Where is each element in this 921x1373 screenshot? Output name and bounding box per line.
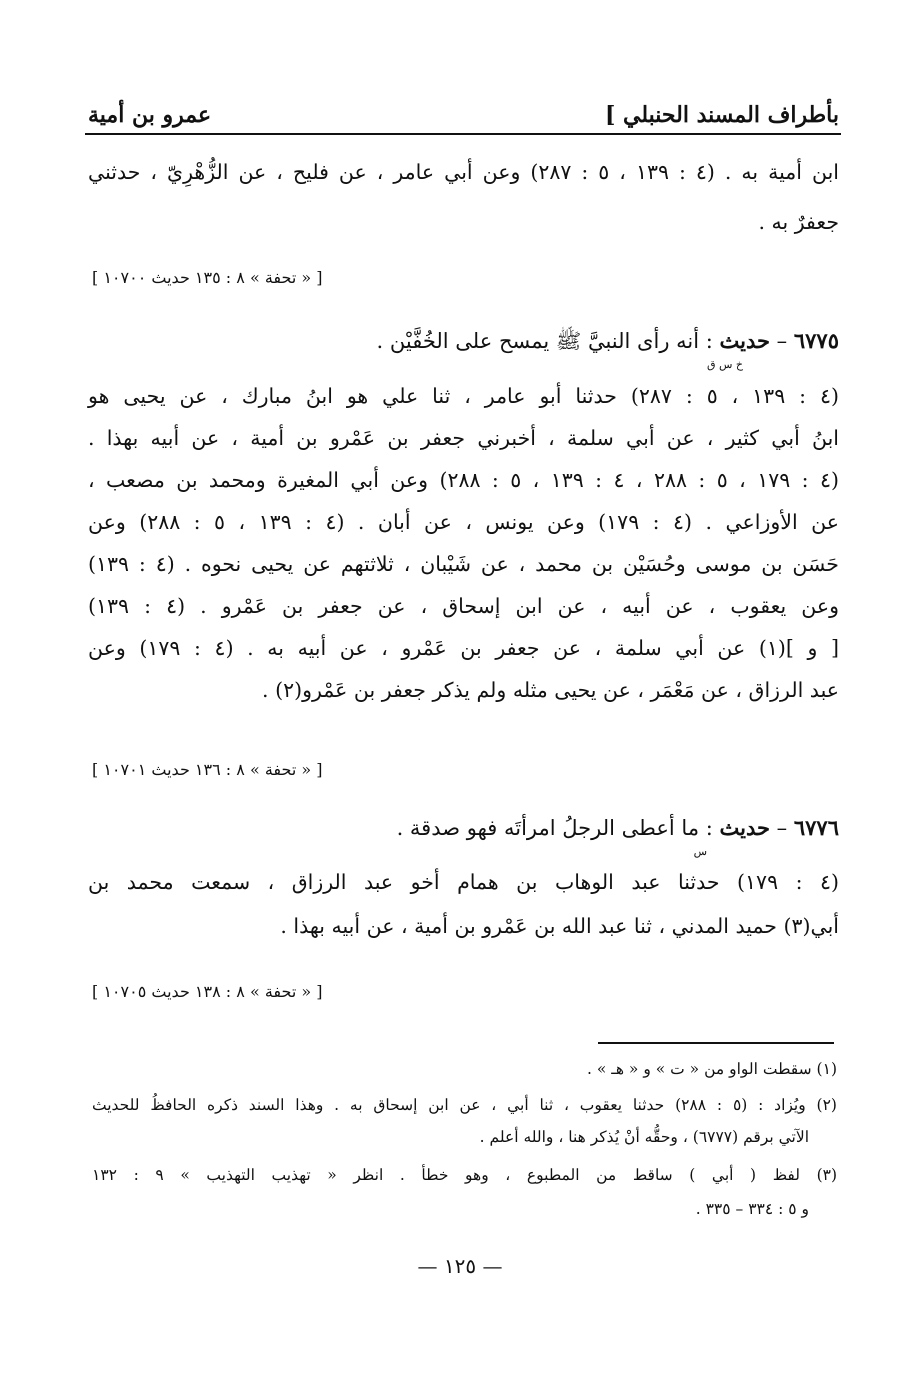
footnote: (٢) ويُزاد : (٥ : ٢٨٨) حدثنا يعقوب ، ثنا أبي ، عن ابن إسحاق به . وهذا السند ذكره الحافظُ للحديث bbox=[92, 1096, 837, 1114]
footnote: (٣) لفظ ( أبي ) ساقط من المطبوع ، وهو خطأ . انظر « تهذيب التهذيب » ٩ : ١٣٢ bbox=[92, 1166, 838, 1184]
hadith-title: : ما أعطى الرجلُ امرأتَه فهو صدقة . bbox=[396, 816, 713, 840]
hadith-sigla: خ س ق bbox=[706, 358, 743, 371]
tuhfa-reference: [ « تحفة » ٨ : ١٣٥ حديث ١٠٧٠٠ ] bbox=[92, 268, 323, 287]
book-title: بأطراف المسند الحنبلي ] bbox=[604, 102, 839, 128]
hadith-number: ٦٧٧٥ bbox=[793, 328, 839, 353]
hadith-title: : أنه رأى النبيَّ ﷺ يمسح على الخُفَّيْن . bbox=[376, 329, 713, 353]
hadith-keyword: حديث bbox=[719, 815, 770, 840]
text-line: ابنُ أبي كثير ، عن أبي سلمة ، أخبرني جعفر بن عَمْرو بن أمية ، عن أبيه بهذا . bbox=[88, 426, 839, 450]
hadith-number: ٦٧٧٦ bbox=[793, 815, 839, 840]
header-rule bbox=[85, 133, 841, 135]
hadith-title-line: ٦٧٧٥ – حديث : أنه رأى النبيَّ ﷺ يمسح على الخُفَّيْن . bbox=[376, 328, 839, 353]
text-line: عن الأوزاعي . (٤ : ١٧٩) وعن يونس ، عن أبان . (٤ : ١٣٩ ، ٥ : ٢٨٨) وعن bbox=[88, 510, 839, 534]
text-line: ابن أمية به . (٤ : ١٣٩ ، ٥ : ٢٨٧) وعن أبي عامر ، عن فليح ، عن الزُّهْرِيّ ، حدثني bbox=[88, 160, 839, 184]
text-line: حَسَن بن موسى وحُسَيْن بن محمد ، عن شَيْبان ، ثلاثتهم عن يحيى نحوه . (٤ : ١٣٩) bbox=[88, 552, 839, 576]
footnote: (١) سقطت الواو من « ت » و « هـ » . bbox=[587, 1060, 837, 1078]
page-number: — ١٢٥ — bbox=[417, 1254, 503, 1278]
hadith-sigla: س bbox=[693, 845, 707, 858]
tuhfa-reference: [ « تحفة » ٨ : ١٣٦ حديث ١٠٧٠١ ] bbox=[92, 760, 323, 779]
hadith-keyword: حديث bbox=[719, 328, 770, 353]
text-line: أبي(٣) حميد المدني ، ثنا عبد الله بن عَمْرو بن أمية ، عن أبيه بهذا . bbox=[280, 914, 839, 938]
hadith-title-line: ٦٧٧٦ – حديث : ما أعطى الرجلُ امرأتَه فهو صدقة . bbox=[396, 815, 839, 840]
footnote: الآتي برقم (٦٧٧٧) ، وحقُّه أنْ يُذكر هنا ، والله أعلم . bbox=[479, 1128, 809, 1146]
footnote-rule bbox=[598, 1042, 834, 1044]
section-title: عمرو بن أمية bbox=[88, 102, 212, 128]
tuhfa-reference: [ « تحفة » ٨ : ١٣٨ حديث ١٠٧٠٥ ] bbox=[92, 982, 323, 1001]
text-line: (٤ : ١٧٩) حدثنا عبد الوهاب بن همام أخو عبد الرزاق ، سمعت محمد بن bbox=[88, 870, 839, 894]
text-line: جعفرٌ به . bbox=[758, 210, 839, 234]
text-line: (٤ : ١٧٩ ، ٥ : ٢٨٨ ، ٤ : ١٣٩ ، ٥ : ٢٨٨) وعن أبي المغيرة ومحمد بن مصعب ، bbox=[88, 468, 839, 492]
text-line: [ و ](١) عن أبي سلمة ، عن جعفر بن عَمْرو ، عن أبيه به . (٤ : ١٧٩) وعن bbox=[88, 636, 839, 660]
text-line: وعن يعقوب ، عن أبيه ، عن ابن إسحاق ، عن جعفر بن عَمْرو . (٤ : ١٣٩) bbox=[88, 594, 839, 618]
text-line: عبد الرزاق ، عن مَعْمَر ، عن يحيى مثله ولم يذكر جعفر بن عَمْرو(٢) . bbox=[262, 678, 839, 702]
footnote: و ٥ : ٣٣٤ – ٣٣٥ . bbox=[695, 1200, 809, 1218]
text-line: (٤ : ١٣٩ ، ٥ : ٢٨٧) حدثنا أبو عامر ، ثنا علي هو ابنُ مبارك ، عن يحيى هو bbox=[88, 384, 839, 408]
running-header bbox=[88, 92, 839, 128]
